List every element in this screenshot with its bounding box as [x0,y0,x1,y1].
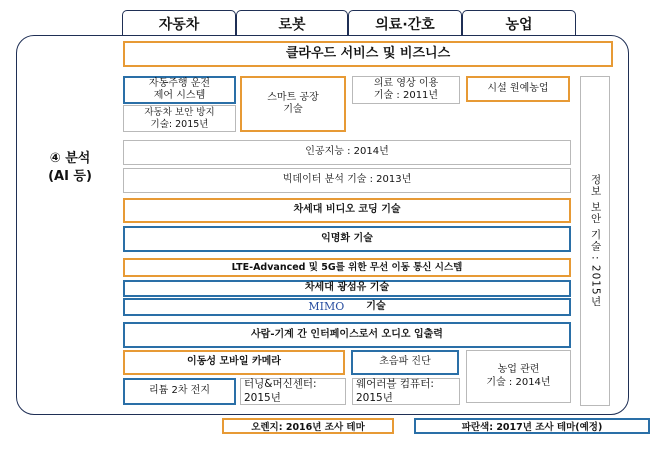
medical-imaging-line2: 기술 : 2011년 [373,90,439,101]
lithium-battery: 리튬 2차 전지 [123,378,236,405]
agri-line1: 농업 관련 [497,364,540,375]
wearable-line2: 2015년 [356,391,393,404]
wearable-line1: 웨어러블 컴퓨터: [356,378,434,391]
smart-factory-line1: 스마트 공장 [267,91,319,103]
auto-control-line1: 자동주행 운전 [148,77,211,89]
tab-robot: 로봇 [236,10,348,36]
auto-security-line2: 기술: 2015년 [150,118,209,130]
mimo-bar [123,298,571,316]
medical-imaging-line1: 의료 영상 이용 [373,77,439,89]
tuning-line2: 2015년 [244,391,281,404]
info-security [580,76,610,406]
tab-medical-care: 의료·간호 [348,10,462,36]
wearable-computer [352,378,460,405]
video-coding-bar: 차세대 비디오 코딩 기술 [123,198,571,223]
analysis-label [20,150,120,185]
tuning-machine-center [240,378,346,405]
agri-line2: 기술 : 2014년 [486,376,551,388]
anonymization-bar: 익명화 기술 [123,226,571,252]
auto-security [123,105,236,132]
legend-blue: 파란색: 2017년 조사 테마(예정) [414,418,650,434]
tab-agriculture: 농업 [462,10,576,36]
greenhouse-farming: 시설 원예농업 [466,76,570,102]
legend-orange: 오렌지: 2016년 조사 테마 [222,418,394,434]
analysis-label-line2: (AI 등) [48,168,92,184]
smart-factory [240,76,346,132]
mimo-suffix: 기술 [366,300,386,312]
ultrasound-diagnosis: 초음파 진단 [351,350,459,375]
mimo-label: MIMO [308,300,345,314]
medical-imaging [352,76,460,104]
analysis-label-line1: ④ 분석 [49,151,91,166]
info-security-text: 정보 보안 기술 : 2015년 [589,174,602,308]
tab-automobile: 자동차 [122,10,236,36]
tuning-line1: 터닝&머신센터: [244,378,317,391]
agri-technology [466,350,571,403]
audio-io-bar: 사람-기계 간 인터페이스로서 오디오 입출력 [123,322,571,348]
smart-factory-line2: 기술 [283,104,303,115]
lte-5g-bar: LTE-Advanced 및 5G를 위한 무선 이동 통신 시스템 [123,258,571,277]
optical-fiber-bar: 차세대 광섬유 기술 [123,280,571,297]
mobile-camera: 이동성 모바일 카메라 [123,350,345,375]
auto-security-line1: 자동차 보안 방지 [144,106,215,118]
auto-control-line2: 제어 시스템 [153,90,206,101]
bigdata-bar: 빅데이터 분석 기술 : 2013년 [123,168,571,193]
auto-control-system [123,76,236,104]
ai-bar: 인공지능 : 2014년 [123,140,571,165]
cloud-service-header: 클라우드 서비스 및 비즈니스 [123,41,613,67]
